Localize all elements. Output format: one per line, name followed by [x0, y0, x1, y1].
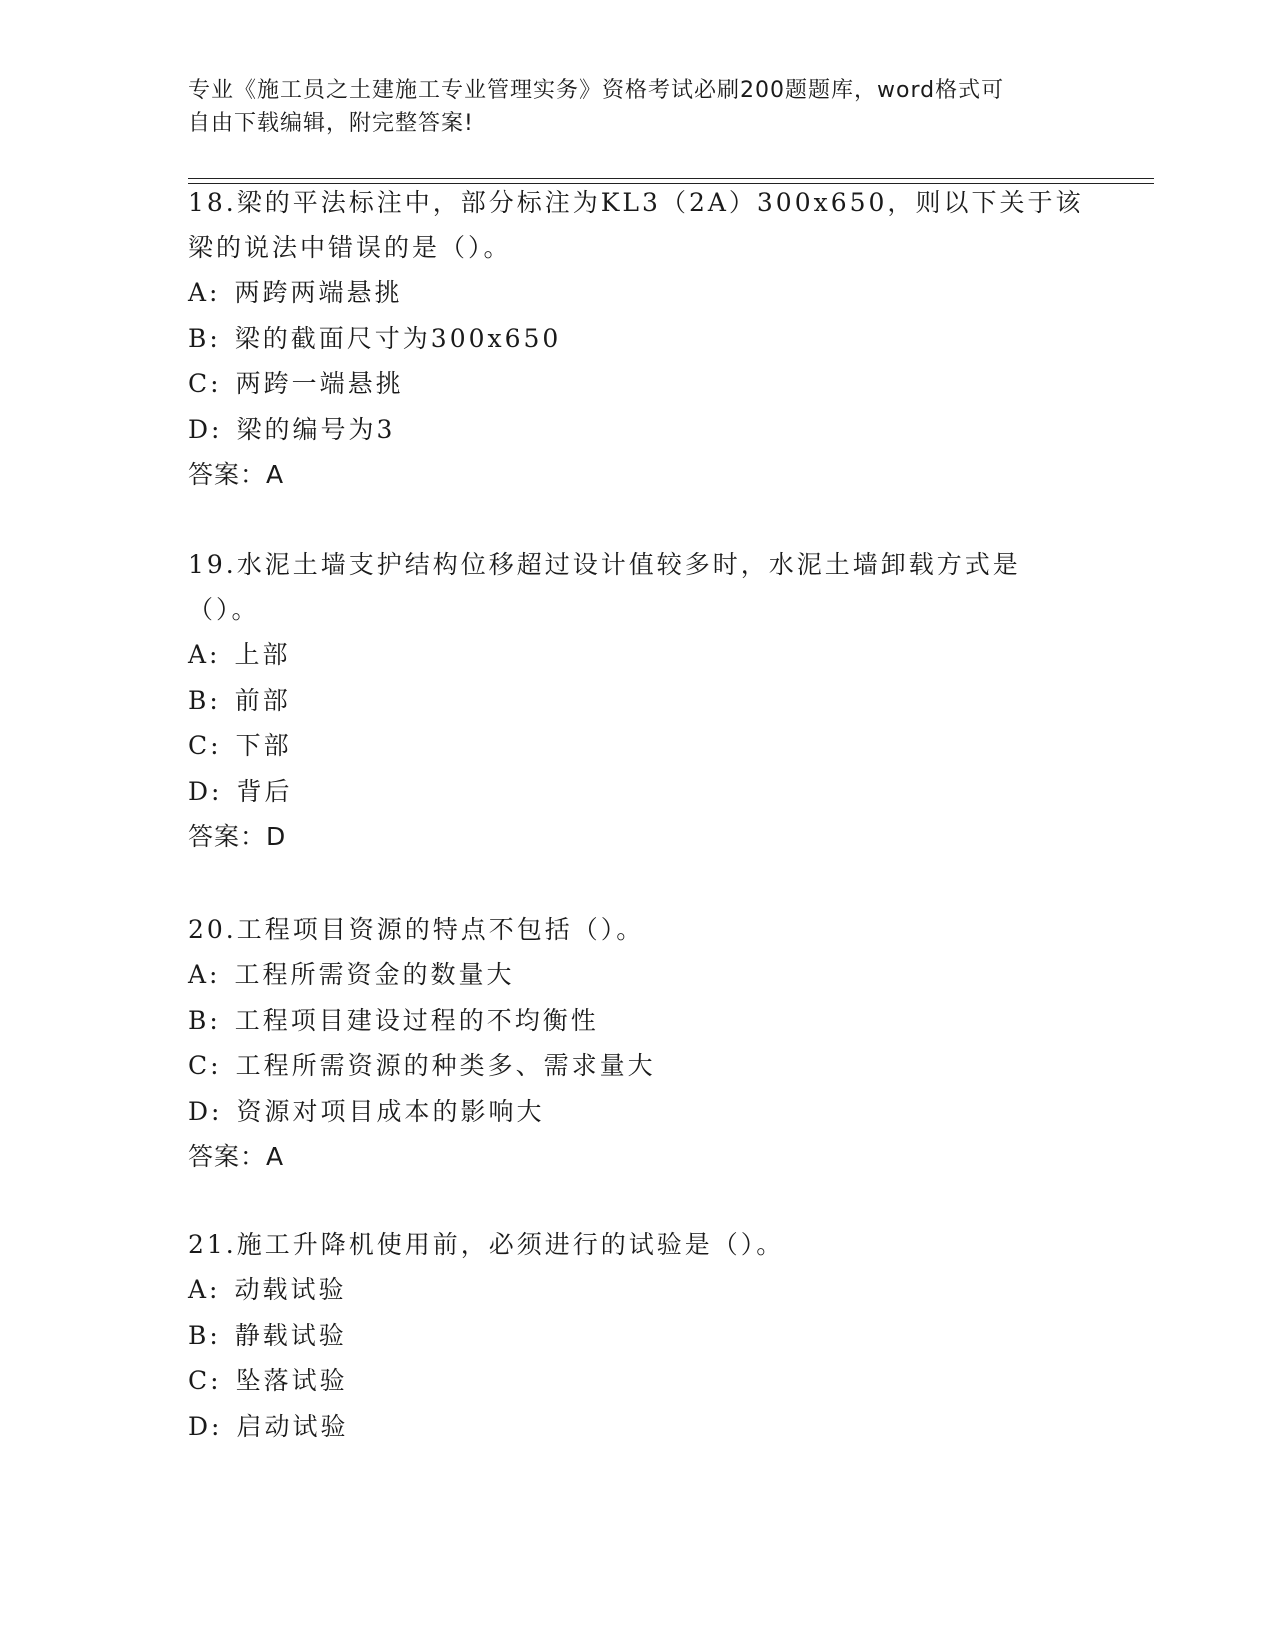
option-a	[188, 952, 1088, 998]
option-text: 两跨一端悬挑	[235, 369, 404, 398]
option-c	[188, 723, 1088, 769]
option-text: 工程项目建设过程的不均衡性	[234, 1005, 599, 1035]
option-b	[188, 316, 1088, 362]
header-line-2: 自由下载编辑，附完整答案!	[188, 111, 474, 136]
question-text: 18.梁的平法标注中，部分标注为KL3（2A）300x650，则以下关于该梁的说法中错误的是（）。	[188, 188, 1084, 262]
option-key: B:	[188, 685, 221, 715]
option-text: 梁的截面尺寸为300x650	[234, 323, 562, 353]
question-block-21	[188, 1222, 1088, 1449]
option-key: B:	[188, 1005, 221, 1035]
question-text: 20.工程项目资源的特点不包括（）。	[188, 915, 645, 944]
option-text: 静载试验	[234, 1320, 347, 1350]
option-text: 背后	[236, 776, 293, 806]
option-text: 工程所需资金的数量大	[234, 960, 515, 989]
answer-line: 答案：A	[188, 1142, 285, 1171]
option-d	[188, 407, 1088, 453]
option-d	[188, 1404, 1088, 1450]
option-c	[188, 1043, 1088, 1089]
question-text: 21.施工升降机使用前，必须进行的试验是（）。	[188, 1230, 785, 1259]
option-a	[188, 270, 1088, 316]
option-key: A:	[188, 1275, 221, 1304]
option-key: C:	[188, 1051, 222, 1080]
question-block-19	[188, 542, 1088, 860]
option-c	[188, 1358, 1088, 1404]
option-text: 上部	[234, 640, 291, 669]
option-key: D:	[188, 1096, 223, 1126]
question-block-18	[188, 180, 1088, 498]
option-b	[188, 1313, 1088, 1359]
option-d	[188, 769, 1088, 815]
document-header	[188, 74, 1088, 140]
option-text: 资源对项目成本的影响大	[236, 1096, 545, 1126]
option-key: D:	[188, 414, 223, 444]
option-text: 工程所需资源的种类多、需求量大	[235, 1051, 656, 1080]
option-text: 坠落试验	[235, 1366, 348, 1395]
option-key: B:	[188, 1320, 221, 1350]
option-key: D:	[188, 1411, 223, 1441]
option-text: 下部	[235, 731, 292, 760]
question-block-20	[188, 907, 1088, 1180]
option-key: A:	[188, 640, 221, 669]
option-d	[188, 1089, 1088, 1135]
option-text: 启动试验	[236, 1411, 349, 1441]
option-text: 前部	[234, 685, 291, 715]
option-b	[188, 678, 1088, 724]
option-text: 梁的编号为3	[236, 414, 396, 444]
option-key: A:	[188, 960, 221, 989]
question-text: 19.水泥土墙支护结构位移超过设计值较多时，水泥土墙卸载方式是（）。	[188, 550, 1021, 624]
option-c	[188, 361, 1088, 407]
option-key: C:	[188, 731, 222, 760]
option-a	[188, 1267, 1088, 1313]
header-line-1: 专业《施工员之土建施工专业管理实务》资格考试必刷200题题库，word格式可	[188, 78, 1005, 103]
option-key: D:	[188, 776, 223, 806]
option-key: A:	[188, 278, 221, 307]
option-text: 两跨两端悬挑	[234, 278, 403, 307]
answer-line: 答案：A	[188, 460, 285, 489]
option-text: 动载试验	[234, 1275, 347, 1304]
option-key: C:	[188, 369, 222, 398]
option-key: C:	[188, 1366, 222, 1395]
option-b	[188, 998, 1088, 1044]
option-key: B:	[188, 323, 221, 353]
answer-line: 答案：D	[188, 822, 287, 851]
option-a	[188, 632, 1088, 678]
header-divider-top	[188, 178, 1154, 179]
